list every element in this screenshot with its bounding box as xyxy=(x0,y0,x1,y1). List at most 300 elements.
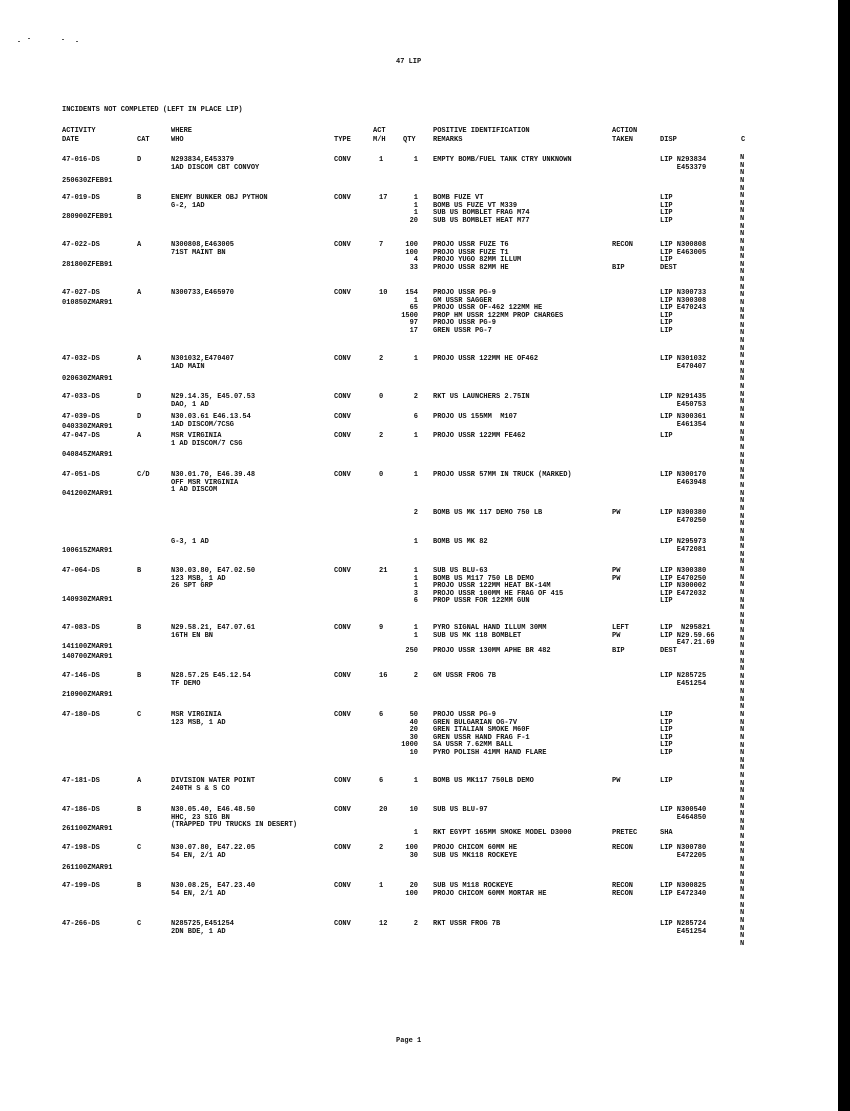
item-description: PROJO CHICOM 60MM HE xyxy=(433,844,518,852)
incident-location: N29.58.21, E47.07.61 xyxy=(171,624,256,632)
c-mark: N xyxy=(740,764,745,773)
c-mark: N xyxy=(740,649,745,658)
incident-date: 140700ZMAR91 xyxy=(62,653,113,661)
incident-manhours: 21 xyxy=(379,567,388,575)
incident-manhours: 9 xyxy=(379,624,384,632)
item-description: PROP USSR FOR 122MM GUN xyxy=(433,597,530,606)
incident-location: N300733,E465970 xyxy=(171,289,235,297)
item-disposition: LIP xyxy=(660,256,673,265)
c-mark: N xyxy=(740,558,745,567)
c-mark: N xyxy=(740,756,745,765)
incident-category: A xyxy=(137,241,142,249)
c-mark: N xyxy=(740,207,745,216)
c-mark: N xyxy=(740,657,745,666)
incident-type: CONV xyxy=(334,471,351,479)
incident-category: B xyxy=(137,882,142,890)
incident-location: N301032,E470407 xyxy=(171,355,235,363)
item-description: PYRO POLISH 41MM HAND FLARE xyxy=(433,749,547,757)
item-disposition: LIP N300540 xyxy=(660,806,707,814)
item-quantity: 1 xyxy=(413,156,418,164)
incident-category: C/D xyxy=(137,471,150,479)
item-disposition: LIP N295973 xyxy=(660,538,707,546)
c-mark: N xyxy=(740,398,745,407)
item-description: PROJO USSR OF-462 122MM HE xyxy=(433,304,543,313)
incident-date: 280900ZFEB91 xyxy=(62,213,113,221)
item-disposition: E464850 xyxy=(660,813,707,822)
item-description: GREN ITALIAN SMOKE M60F xyxy=(433,726,530,735)
incident-manhours: 2 xyxy=(379,432,384,440)
incident-activity: 47-033-DS xyxy=(62,393,100,401)
incident-activity: 47-146-DS xyxy=(62,672,100,680)
item-disposition: LIP N285724 xyxy=(660,920,707,928)
header-remarks: REMARKS xyxy=(433,136,463,144)
item-description: GREN USSR PG-7 xyxy=(433,327,492,335)
item-action-taken: PW xyxy=(612,631,621,640)
incident-activity: 47-039-DS xyxy=(62,413,100,421)
incident-activity: 47-022-DS xyxy=(62,241,100,249)
c-mark: N xyxy=(740,901,745,910)
incident-date: 041200ZMAR91 xyxy=(62,490,113,498)
c-mark: N xyxy=(740,634,745,643)
c-mark: N xyxy=(740,604,745,613)
incident-location: N30.05.40, E46.48.50 xyxy=(171,806,256,814)
item-description: SA USSR 7.62MM BALL xyxy=(433,741,513,750)
item-description: EMPTY BOMB/FUEL TANK CTRY UNKNOWN xyxy=(433,156,572,164)
incident-activity: 47-032-DS xyxy=(62,355,100,363)
item-description: PROJO YUGO 82MM ILLUM xyxy=(433,256,522,265)
incident-activity: 47-016-DS xyxy=(62,156,100,164)
item-disposition: LIP N29.59.66 xyxy=(660,631,715,640)
incident-date: 010850ZMAR91 xyxy=(62,299,113,307)
item-disposition: LIP xyxy=(660,741,673,750)
item-disposition: LIP N301032 xyxy=(660,355,707,363)
item-quantity: 1 xyxy=(413,574,418,583)
item-quantity: 2 xyxy=(413,509,418,517)
incident-type: CONV xyxy=(334,711,351,719)
item-disposition: LIP N300780 xyxy=(660,844,707,852)
incident-type: CONV xyxy=(334,241,351,249)
c-mark: N xyxy=(740,169,745,178)
incident-type: CONV xyxy=(334,194,351,202)
header-posid: POSITIVE IDENTIFICATION xyxy=(433,127,530,135)
c-mark: N xyxy=(740,405,745,414)
incident-date: 250630ZFEB91 xyxy=(62,177,113,185)
incident-manhours: 6 xyxy=(379,777,384,785)
incident-location: 123 MSB, 1 AD xyxy=(171,574,226,583)
item-description: PROJO USSR FUZE T1 xyxy=(433,248,509,257)
item-disposition: LIP N300170 xyxy=(660,471,707,479)
incident-activity: 47-181-DS xyxy=(62,777,100,785)
item-description: BOMB FUZE VT xyxy=(433,194,484,202)
item-action-taken: RECON xyxy=(612,844,634,852)
c-mark: N xyxy=(740,199,745,208)
item-quantity: 20 xyxy=(409,882,418,890)
item-description: BOMB US MK 82 xyxy=(433,538,488,546)
item-description: SUB US BLU-63 xyxy=(433,567,488,575)
item-disposition: LIP xyxy=(660,194,673,202)
header-who: WHO xyxy=(171,136,184,144)
incident-location: OFF MSR VIRGINIA xyxy=(171,478,239,487)
item-quantity: 2 xyxy=(413,672,418,680)
c-mark: N xyxy=(740,611,745,620)
item-quantity: 17 xyxy=(409,327,418,335)
c-mark: N xyxy=(740,184,745,193)
incident-location: 2DN BDE, 1 AD xyxy=(171,927,226,936)
incident-type: CONV xyxy=(334,432,351,440)
item-disposition: LIP N300380 xyxy=(660,567,707,575)
incident-type: CONV xyxy=(334,289,351,297)
incident-category: B xyxy=(137,672,142,680)
incident-category: B xyxy=(137,806,142,814)
item-description: PROJO CHICOM 60MM MORTAR HE xyxy=(433,889,547,898)
incident-location: ENEMY BUNKER OBJ PYTHON xyxy=(171,194,268,202)
incident-manhours: 0 xyxy=(379,393,384,401)
item-quantity: 20 xyxy=(409,216,418,225)
c-mark: N xyxy=(740,344,745,353)
item-description: BOMB US FUZE VT M339 xyxy=(433,201,518,210)
incident-manhours: 12 xyxy=(379,920,388,928)
item-description: SUB US BOMBLET FRAG M74 xyxy=(433,209,530,218)
item-quantity: 1 xyxy=(413,777,418,785)
c-mark: N xyxy=(740,489,745,498)
c-mark: N xyxy=(740,428,745,437)
item-quantity: 1 xyxy=(413,432,418,440)
c-mark: N xyxy=(740,863,745,872)
item-disposition: LIP xyxy=(660,726,673,735)
item-disposition: LIP E472340 xyxy=(660,889,707,898)
incident-type: CONV xyxy=(334,672,351,680)
c-mark: N xyxy=(740,566,745,575)
incident-location: N30.03.61 E46.13.54 xyxy=(171,413,251,421)
incident-type: CONV xyxy=(334,882,351,890)
item-description: BOMB US M117 750 LB DEMO xyxy=(433,574,534,583)
item-quantity: 97 xyxy=(409,319,418,328)
incident-type: CONV xyxy=(334,844,351,852)
item-description: BOMB US MK 117 DEMO 750 LB xyxy=(433,509,543,517)
c-mark: N xyxy=(740,665,745,674)
c-mark: N xyxy=(740,642,745,651)
c-mark: N xyxy=(740,817,745,826)
incident-type: CONV xyxy=(334,624,351,632)
c-mark: N xyxy=(740,443,745,452)
item-description: PYRO SIGNAL HAND ILLUM 30MM xyxy=(433,624,547,632)
incident-date: 100615ZMAR91 xyxy=(62,547,113,555)
item-quantity: 100 xyxy=(405,248,418,257)
c-mark: N xyxy=(740,253,745,262)
header-disp: DISP xyxy=(660,136,677,144)
item-disposition: LIP E472032 xyxy=(660,589,707,598)
incident-category: D xyxy=(137,156,142,164)
item-description: BOMB US MK117 750LB DEMO xyxy=(433,777,534,785)
incident-category: A xyxy=(137,289,142,297)
item-disposition: E451254 xyxy=(660,927,707,936)
incident-location: MSR VIRGINIA xyxy=(171,432,222,440)
item-disposition: LIP N300825 xyxy=(660,882,707,890)
c-mark: N xyxy=(740,474,745,483)
incident-category: A xyxy=(137,777,142,785)
incident-location: DIVISION WATER POINT xyxy=(171,777,256,785)
c-mark: N xyxy=(740,192,745,201)
incident-manhours: 1 xyxy=(379,882,384,890)
c-mark: N xyxy=(740,581,745,590)
c-mark: N xyxy=(740,588,745,597)
c-mark: N xyxy=(740,833,745,842)
item-disposition: E47.21.69 xyxy=(660,639,715,648)
incident-manhours: 6 xyxy=(379,711,384,719)
c-mark: N xyxy=(740,718,745,727)
item-quantity: 1 xyxy=(413,567,418,575)
item-description: PROJO USSR 122MM FE462 xyxy=(433,432,526,440)
c-mark: N xyxy=(740,573,745,582)
item-description: GM USSR SAGGER xyxy=(433,296,492,305)
c-mark: N xyxy=(740,230,745,239)
header-mh: M/H xyxy=(373,136,386,144)
incident-location: 1AD DISCOM/7CSG xyxy=(171,420,235,429)
incident-activity: 47-180-DS xyxy=(62,711,100,719)
item-description: RKT USSR FROG 7B xyxy=(433,920,501,928)
incident-location: 240TH S & S CO xyxy=(171,784,230,793)
item-quantity: 1 xyxy=(413,828,418,837)
incident-location: DAO, 1 AD xyxy=(171,400,209,409)
item-quantity: 40 xyxy=(409,718,418,727)
item-quantity: 1 xyxy=(413,582,418,591)
c-mark: N xyxy=(740,154,745,162)
incident-location: N30.07.80, E47.22.05 xyxy=(171,844,256,852)
incident-location: 1 AD DISCOM/7 CSG xyxy=(171,439,243,448)
incident-date: 281800ZFEB91 xyxy=(62,261,113,269)
item-disposition: LIP xyxy=(660,209,673,218)
incident-category: C xyxy=(137,920,142,928)
c-mark: N xyxy=(740,619,745,628)
item-quantity: 6 xyxy=(413,597,418,606)
item-disposition: LIP N285725 xyxy=(660,672,707,680)
incident-location: 1AD DISCOM CBT CONVOY xyxy=(171,163,260,172)
item-disposition: LIP xyxy=(660,319,673,328)
incident-category: B xyxy=(137,624,142,632)
c-mark: N xyxy=(740,337,745,346)
item-description: SUB US MK118 ROCKEYE xyxy=(433,851,518,860)
c-mark: N xyxy=(740,710,745,719)
item-disposition: LIP N293834 xyxy=(660,156,707,164)
item-disposition: LIP xyxy=(660,311,673,320)
item-description: PROJO USSR 122MM HEAT BK-14M xyxy=(433,582,551,591)
item-quantity: 6 xyxy=(413,413,418,421)
c-mark: N xyxy=(740,726,745,735)
c-mark: N xyxy=(740,276,745,285)
item-disposition: LIP E470250 xyxy=(660,574,707,583)
incident-manhours: 2 xyxy=(379,844,384,852)
item-description: PROJO USSR 57MM IN TRUCK (MARKED) xyxy=(433,471,572,479)
c-mark: N xyxy=(740,543,745,552)
incident-type: CONV xyxy=(334,777,351,785)
item-disposition: LIP xyxy=(660,432,673,440)
item-description: SUB US BLU-97 xyxy=(433,806,488,814)
c-mark: N xyxy=(740,672,745,681)
item-quantity: 250 xyxy=(405,646,418,655)
c-mark: N xyxy=(740,283,745,292)
item-disposition: LIP N300733 xyxy=(660,289,707,297)
incident-type: CONV xyxy=(334,393,351,401)
item-quantity: 2 xyxy=(413,920,418,928)
incident-activity: 47-051-DS xyxy=(62,471,100,479)
item-quantity: 1 xyxy=(413,209,418,218)
c-mark: N xyxy=(740,825,745,834)
c-mark: N xyxy=(740,504,745,513)
item-disposition: LIP xyxy=(660,749,673,757)
c-mark: N xyxy=(740,291,745,300)
incident-location: (TRAPPED TPU TRUCKS IN DESERT) xyxy=(171,821,298,830)
incident-location: N293834,E453379 xyxy=(171,156,235,164)
incident-location: 16TH EN BN xyxy=(171,631,214,640)
item-disposition: E470250 xyxy=(660,516,707,525)
incident-location: 71ST MAINT BN xyxy=(171,248,226,257)
c-mark: N xyxy=(740,298,745,307)
incident-manhours: 10 xyxy=(379,289,388,297)
c-mark: N xyxy=(740,222,745,231)
item-disposition: LIP N300308 xyxy=(660,296,707,305)
c-mark: N xyxy=(740,733,745,742)
c-mark: N xyxy=(740,871,745,880)
c-mark: N xyxy=(740,367,745,376)
incident-manhours: 17 xyxy=(379,194,388,202)
incident-date: 261100ZMAR91 xyxy=(62,864,113,872)
item-action-taken: BIP xyxy=(612,646,625,655)
c-mark: N xyxy=(740,917,745,925)
item-quantity: 1500 xyxy=(401,311,418,320)
c-mark: N xyxy=(740,466,745,475)
c-mark: N xyxy=(740,497,745,506)
incident-date: 040330ZMAR91 xyxy=(62,423,113,431)
item-disposition: E453379 xyxy=(660,163,707,172)
item-action-taken: PW xyxy=(612,567,621,575)
header-qty: QTY xyxy=(403,136,416,144)
item-description: GM USSR FROG 7B xyxy=(433,672,497,680)
incident-type: CONV xyxy=(334,567,351,575)
c-mark: N xyxy=(740,520,745,529)
c-mark: N xyxy=(740,924,745,933)
item-disposition: LIP xyxy=(660,711,673,719)
c-mark: N xyxy=(740,390,745,399)
item-quantity: 100 xyxy=(405,844,418,852)
c-mark: N xyxy=(740,352,745,361)
item-quantity: 1 xyxy=(413,538,418,546)
item-action-taken: RECON xyxy=(612,889,634,898)
c-mark: N xyxy=(740,886,745,895)
item-quantity: 1 xyxy=(413,631,418,640)
c-mark: N xyxy=(740,878,745,887)
incident-location: HHC, 23 SIG BN xyxy=(171,813,230,822)
item-description: PROJO USSR 82MM HE xyxy=(433,263,509,272)
c-mark: N xyxy=(740,237,745,246)
item-quantity: 2 xyxy=(413,393,418,401)
item-action-taken: RECON xyxy=(612,241,634,249)
item-disposition: LIP xyxy=(660,718,673,727)
c-mark: N xyxy=(740,535,745,544)
item-description: SUB US BOMBLET HEAT M77 xyxy=(433,216,530,225)
incident-activity: 47-064-DS xyxy=(62,567,100,575)
item-description: PROJO USSR 122MM HE OF462 xyxy=(433,355,539,363)
incident-activity: 47-198-DS xyxy=(62,844,100,852)
item-quantity: 1 xyxy=(413,355,418,363)
item-disposition: LIP N295821 xyxy=(660,624,711,632)
incident-location: 1AD MAIN xyxy=(171,362,205,371)
c-mark: N xyxy=(740,375,745,384)
item-description: PROJO USSR 100MM HE FRAG OF 415 xyxy=(433,589,564,598)
item-quantity: 10 xyxy=(409,749,418,757)
incident-location: 54 EN, 2/1 AD xyxy=(171,889,226,898)
incident-location: G-3, 1 AD xyxy=(171,538,209,546)
item-action-taken: PRETEC xyxy=(612,828,638,837)
header-activity: ACTIVITY xyxy=(62,127,96,135)
incident-type: CONV xyxy=(334,920,351,928)
item-description: RKT EGYPT 165MM SMOKE MODEL D3000 xyxy=(433,828,572,837)
c-mark: N xyxy=(740,680,745,689)
item-quantity: 1000 xyxy=(401,741,418,750)
item-disposition: LIP xyxy=(660,777,673,785)
item-description: PROJO USSR PG-9 xyxy=(433,319,497,328)
item-disposition: LIP xyxy=(660,327,673,335)
c-mark: N xyxy=(740,802,745,811)
c-mark: N xyxy=(740,512,745,521)
item-disposition: E472081 xyxy=(660,545,707,554)
c-mark: N xyxy=(740,161,745,170)
item-description: SUB US M118 ROCKEYE xyxy=(433,882,513,890)
c-mark: N xyxy=(740,695,745,704)
incident-category: D xyxy=(137,413,142,421)
c-mark: N xyxy=(740,855,745,864)
item-disposition: LIP N300380 xyxy=(660,509,707,517)
c-mark: N xyxy=(740,550,745,559)
incident-type: CONV xyxy=(334,156,351,164)
item-action-taken: PW xyxy=(612,777,621,785)
item-disposition: LIP xyxy=(660,597,673,606)
c-mark: N xyxy=(740,360,745,368)
item-disposition: LIP xyxy=(660,201,673,210)
item-quantity: 1 xyxy=(413,201,418,210)
incident-activity: 47-266-DS xyxy=(62,920,100,928)
c-mark: N xyxy=(740,787,745,796)
incident-location: N300808,E463005 xyxy=(171,241,235,249)
incident-location: N30.08.25, E47.23.40 xyxy=(171,882,256,890)
item-quantity: 30 xyxy=(409,733,418,742)
c-mark: N xyxy=(740,596,745,605)
item-quantity: 50 xyxy=(409,711,418,719)
item-quantity: 65 xyxy=(409,304,418,313)
item-quantity: 20 xyxy=(409,726,418,735)
c-mark: N xyxy=(740,306,745,315)
incident-location: 123 MSB, 1 AD xyxy=(171,718,226,727)
incident-manhours: 16 xyxy=(379,672,388,680)
item-description: PROJO USSR PG-9 xyxy=(433,289,497,297)
item-action-taken: PW xyxy=(612,509,621,517)
c-mark: N xyxy=(740,894,745,903)
incident-date: 140930ZMAR91 xyxy=(62,596,113,604)
c-mark: N xyxy=(740,459,745,468)
item-disposition: LIP N300808 xyxy=(660,241,707,249)
item-disposition: E461354 xyxy=(660,420,707,429)
incident-category: C xyxy=(137,844,142,852)
item-action-taken: LEFT xyxy=(612,624,629,632)
incident-activity: 47-019-DS xyxy=(62,194,100,202)
incident-location: N285725,E451254 xyxy=(171,920,235,928)
item-disposition: SHA xyxy=(660,828,673,837)
item-quantity: 33 xyxy=(409,263,418,272)
incident-date: 040845ZMAR91 xyxy=(62,451,113,459)
incident-location: N30.03.80, E47.02.50 xyxy=(171,567,256,575)
incident-type: CONV xyxy=(334,413,351,421)
incident-activity: 47-199-DS xyxy=(62,882,100,890)
header-date: DATE xyxy=(62,136,79,144)
